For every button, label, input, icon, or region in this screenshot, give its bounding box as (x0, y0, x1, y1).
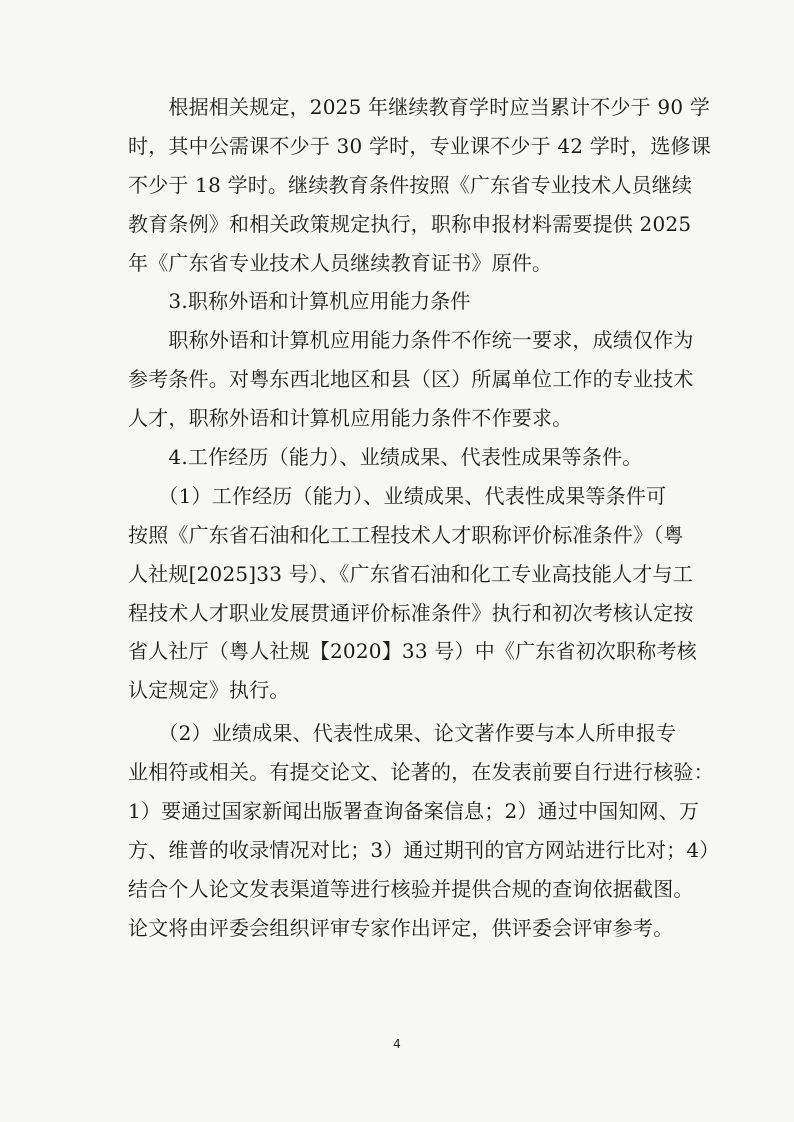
text-line: 按照《广东省石油和化工工程技术人才职称评价标准条件》（粤 (128, 522, 684, 547)
body-text (128, 88, 720, 948)
section-heading: 3.职称外语和计算机应用能力条件 (128, 289, 471, 314)
text-line: 程技术人才职业发展贯通评价标准条件》执行和初次考核认定按 (128, 600, 694, 625)
text-line: 年《广东省专业技术人员继续教育证书》原件。 (128, 250, 553, 275)
text-line: 结合个人论文发表渠道等进行核验并提供合规的查询依据截图。 (128, 876, 694, 901)
text-line: 1）要通过国家新闻出版署查询备案信息；2）通过中国知网、万 (128, 799, 700, 824)
text-line: 业相符或相关。有提交论文、论著的，在发表前要自行进行核验： (128, 760, 714, 785)
text-line: 参考条件。对粤东西北地区和县（区）所属单位工作的专业技术 (128, 367, 694, 392)
page-number: 4 (393, 1037, 401, 1051)
text-line: 人才，职称外语和计算机应用能力条件不作要求。 (128, 406, 573, 431)
text-line: （2）业绩成果、代表性成果、论文著作要与本人所申报专 (128, 721, 677, 746)
text-line: （1）工作经历（能力）、业绩成果、代表性成果等条件可 (128, 483, 667, 508)
text-line: 不少于 18 学时。继续教育条件按照《广东省专业技术人员继续 (128, 172, 693, 197)
section-heading: 4.工作经历（能力）、业绩成果、代表性成果等条件。 (128, 445, 643, 470)
text-line: 根据相关规定，2025 年继续教育学时应当累计不少于 90 学 (128, 95, 711, 119)
text-line: 教育条例》和相关政策规定执行，职称申报材料需要提供 2025 (128, 211, 692, 236)
text-line: 人社规[2025]33 号）、《广东省石油和化工专业高技能人才与工 (128, 561, 693, 586)
text-line: 职称外语和计算机应用能力条件不作统一要求，成绩仅作为 (128, 328, 694, 353)
text-line: 论文将由评委会组织评审专家作出评定，供评委会评审参考。 (128, 915, 674, 940)
text-line: 时，其中公需课不少于 30 学时，专业课不少于 42 学时，选修课 (128, 133, 711, 158)
text-line: 省人社厅（粤人社规【2020】33 号）中《广东省初次职称考核 (128, 639, 697, 664)
text-line: 方、维普的收录情况对比；3）通过期刊的官方网站进行比对；4） (128, 837, 720, 862)
text-line: 认定规定》执行。 (128, 678, 290, 703)
